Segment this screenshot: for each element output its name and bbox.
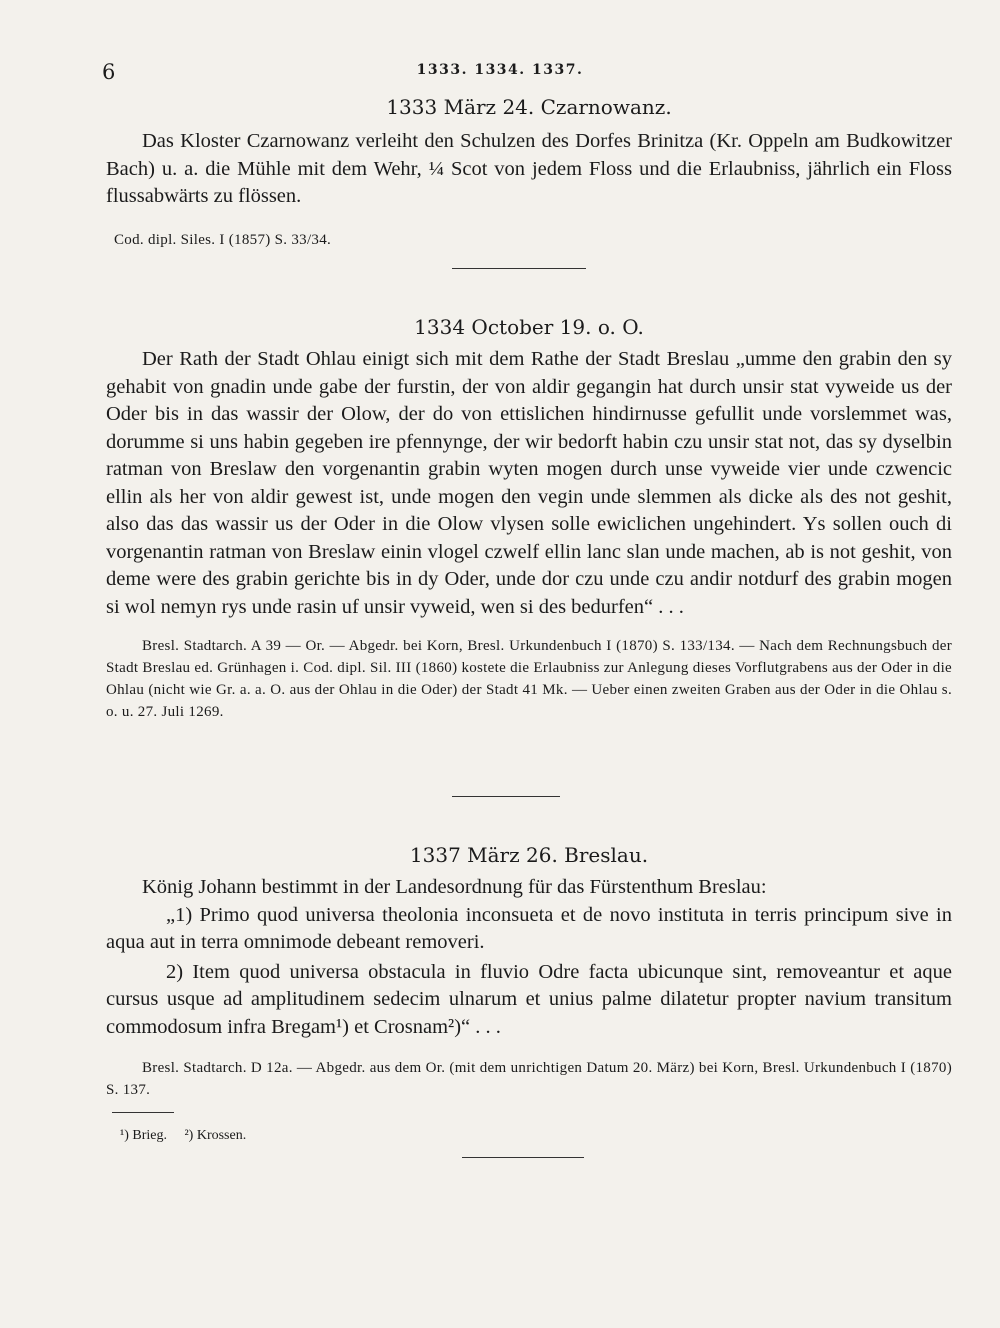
footnotes bbox=[120, 1128, 260, 1144]
section-text: Das Kloster Czarnowanz verleiht den Schulzen des Dorfes Brinitza (Kr. Oppeln am Budkowitzer Bach) u. a. die Mühle mit dem Wehr, ¼ Scot von jedem Floss und die Erlaubniss, jährlich ein Floss flussabwärts zu flössen. bbox=[106, 130, 952, 207]
footnote: ¹) Brieg. bbox=[120, 1128, 167, 1143]
section-divider bbox=[452, 268, 586, 269]
section-quote: 2) Item quod universa obstacula in fluvio Odre facta ubicunque sint, removeantur et aque cursus usque ad amplitudinem sedecim ulnarum et unius palme dilatetur propter navium transitum commodosum infra Bregam¹) et Crosnam²)“ . . . bbox=[106, 960, 952, 1038]
page-end-rule bbox=[462, 1157, 584, 1158]
section-1333 bbox=[106, 94, 952, 251]
section-note: Bresl. Stadtarch. A 39 — Or. — Abgedr. bei Korn, Bresl. Urkundenbuch I (1870) S. 133/134. — Nach dem Rechnungsbuch der Stadt Breslau ed. Grünhagen i. Cod. dipl. Sil. III (1860) kostete die Erlaubniss zur Anlegung dieses Vorflutgrabens aus der Oder in die Ohlau (nicht wie Gr. a. a. O. aus der Ohlau in die Oder) der Stadt 41 Mk. — Ueber einen zweiten Graben aus der Oder in die Ohlau s. o. u. 27. Juli 1269. bbox=[106, 638, 952, 720]
footnote: ²) Krossen. bbox=[184, 1128, 247, 1143]
section-text: König Johann bestimmt in der Landesordnung für das Fürstenthum Breslau: bbox=[142, 876, 767, 898]
section-1337 bbox=[106, 842, 952, 1101]
footnote-rule bbox=[112, 1112, 174, 1113]
section-divider bbox=[452, 796, 560, 797]
section-heading: 1333 März 24. Czarnowanz. bbox=[386, 95, 672, 119]
section-heading: 1334 October 19. o. O. bbox=[414, 315, 644, 339]
section-note: Bresl. Stadtarch. D 12a. — Abgedr. aus dem Or. (mit dem unrichtigen Datum 20. März) bei Korn, Bresl. Urkundenbuch I (1870) S. 137. bbox=[106, 1060, 952, 1098]
section-1334 bbox=[106, 314, 952, 723]
section-quote: „1) Primo quod universa theolonia inconsueta et de novo instituta in terris principum sive in aqua aut in terra omnimode debeant removeri. bbox=[106, 903, 952, 953]
section-heading: 1337 März 26. Breslau. bbox=[409, 843, 649, 867]
section-text: Der Rath der Stadt Ohlau einigt sich mit dem Rathe der Stadt Breslau „umme den grabin den sy gehabit von gnadin unde gabe der furstin, der von aldir gegangin hat durch unsir stat vyweide us der Oder bis in das wassir der Olow, der do von ettislichen hindirnusse gefullit unde vorslemmet was, dorumme si uns habin gegeben ire pfennynge, der wir bedorft habin czu unsir stat not, das sy dyselbin ratman von Breslaw den vorgenantin grabin wyten mogen durch unse vyweide vier unde czwencic ellin als her von aldir gewest ist, unde mogen den vegin unde slemmen als dicke als des not geshit, also das das wassir us der Oder in die Olow vlysen solle ewiclichen ungehindert. Ys sollen ouch di vorgenantin ratman von Breslaw einin vlogel czwelf ellin lanc slan unde machen, ab is not geshit, von deme were des grabin gerichte bis in dy Oder, unde dor czu unde czu andir notdurf des grabin mogen si wol nemyn rys unde rasin uf unsir vyweid, wen si des bedurfen“ . . . bbox=[106, 348, 952, 618]
section-note: Cod. dipl. Siles. I (1857) S. 33/34. bbox=[114, 231, 332, 248]
page-number: 6 bbox=[102, 60, 116, 84]
running-head: 1333. 1334. 1337. bbox=[416, 62, 584, 78]
